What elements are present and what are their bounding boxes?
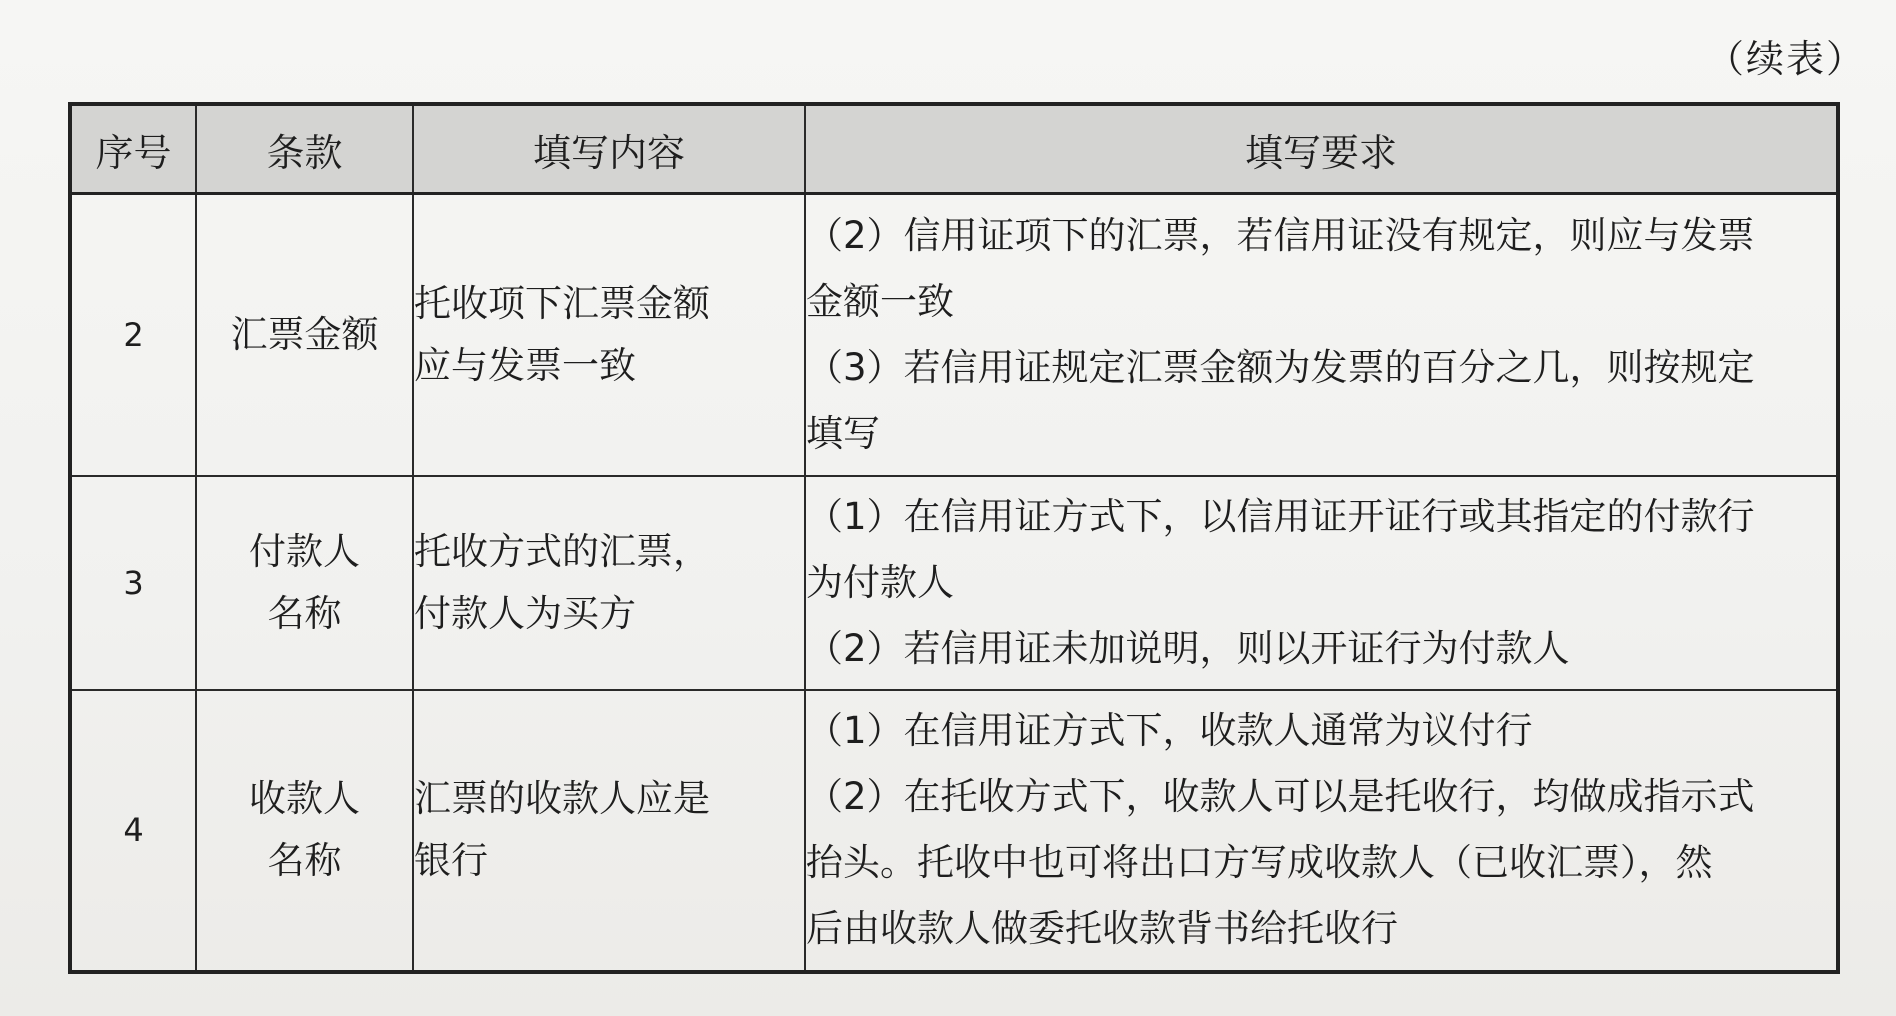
clause-line: 名称 <box>267 591 342 635</box>
row-content <box>413 690 805 972</box>
continued-label: （续表） <box>1705 37 1866 81</box>
row-requirement <box>805 690 1838 972</box>
row-clause <box>196 690 413 972</box>
row-seq: 3 <box>70 476 196 690</box>
bill-of-exchange-table <box>68 102 1840 974</box>
row-requirement <box>805 476 1838 690</box>
content-line: 汇票的收款人应是 <box>414 777 710 820</box>
row-content <box>413 476 805 690</box>
requirement-line: （2）在托收方式下，收款人可以是托收行，均做成指示式 <box>806 775 1755 818</box>
header-requirement: 填写要求 <box>805 104 1838 194</box>
clause-line: 汇票金额 <box>230 312 379 356</box>
requirement-line: （2）信用证项下的汇票，若信用证没有规定，则应与发票 <box>806 213 1755 257</box>
header-content: 填写内容 <box>413 104 805 194</box>
clause-line: 收款人 <box>249 777 360 820</box>
requirement-line: （1）在信用证方式下，收款人通常为议付行 <box>806 709 1533 752</box>
table-row <box>70 476 1838 690</box>
content-line: 应与发票一致 <box>414 343 636 387</box>
content-line: 付款人为买方 <box>414 591 636 635</box>
table-row <box>70 194 1838 476</box>
table-header-row <box>70 104 1838 194</box>
requirement-line: 填写 <box>806 411 880 455</box>
table-row <box>70 690 1838 972</box>
header-seq: 序号 <box>70 104 196 194</box>
requirement-line: 抬头。托收中也可将出口方写成收款人（已收汇票），然 <box>806 841 1713 884</box>
row-content <box>413 194 805 476</box>
header-clause: 条款 <box>196 104 413 194</box>
clause-line: 付款人 <box>249 529 360 573</box>
content-line: 银行 <box>414 839 488 882</box>
requirement-line: （2）若信用证未加说明，则以开证行为付款人 <box>806 626 1570 670</box>
row-requirement <box>805 194 1838 476</box>
row-seq: 2 <box>70 194 196 476</box>
requirement-line: 后由收款人做委托收款背书给托收行 <box>806 907 1398 950</box>
clause-line: 名称 <box>267 839 342 882</box>
row-clause <box>196 194 413 476</box>
content-line: 托收方式的汇票， <box>414 529 710 573</box>
content-line: 托收项下汇票金额 <box>414 281 710 325</box>
row-clause <box>196 476 413 690</box>
requirement-line: （1）在信用证方式下，以信用证开证行或其指定的付款行 <box>806 494 1755 538</box>
row-seq: 4 <box>70 690 196 972</box>
requirement-line: （3）若信用证规定汇票金额为发票的百分之几，则按规定 <box>806 345 1755 389</box>
requirement-line: 金额一致 <box>806 279 954 323</box>
requirement-line: 为付款人 <box>806 560 954 604</box>
